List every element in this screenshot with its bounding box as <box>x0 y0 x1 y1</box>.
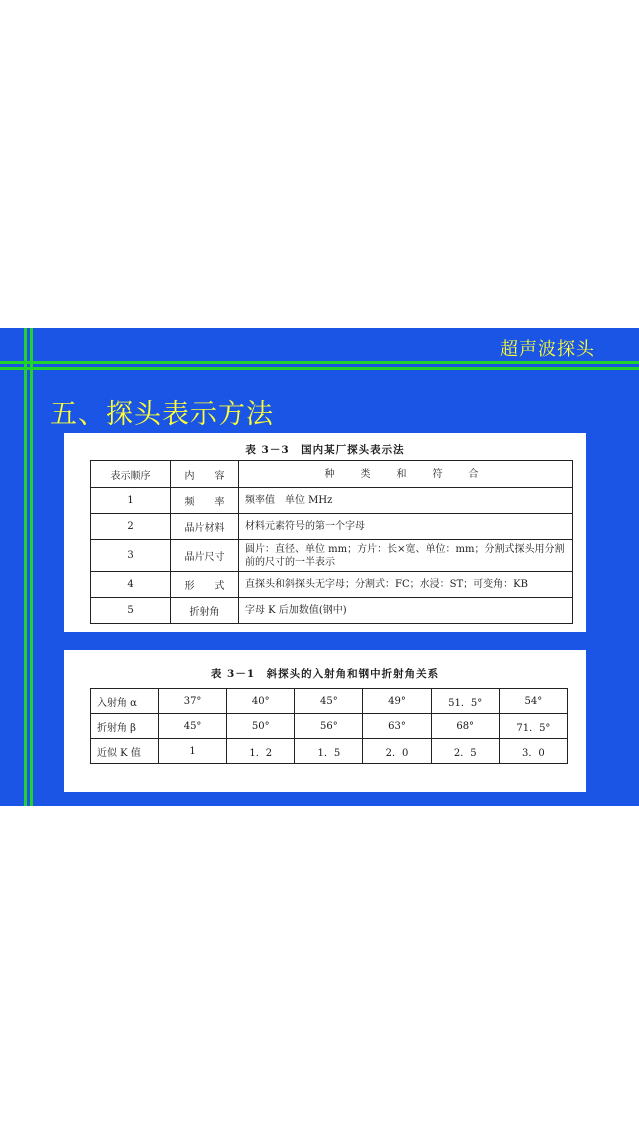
table-cell: 45° <box>295 689 363 714</box>
content-cell: 形 式 <box>171 572 239 598</box>
table-cell: 40° <box>227 689 295 714</box>
green-vertical-rule <box>30 328 33 806</box>
table-row <box>91 488 573 514</box>
order-cell: 4 <box>91 572 171 598</box>
symbol-cell: 圆片：直径、单位 mm；方片：长×宽、单位：mm；分割式探头用分割前的尺寸的一半表示 <box>239 540 573 572</box>
probe-notation-table <box>90 460 573 624</box>
table-cell: 3．0 <box>499 739 567 764</box>
green-horizontal-rule <box>0 367 639 370</box>
table-cell: 56° <box>295 714 363 739</box>
table-cell: 2．5 <box>431 739 499 764</box>
table-row <box>91 572 573 598</box>
table-caption: 表 3－1 斜探头的入射角和钢中折射角关系 <box>210 668 440 680</box>
symbol-cell: 频率值 单位 MHz <box>239 488 573 514</box>
row-label: 近似 K 值 <box>91 739 159 764</box>
green-horizontal-rule <box>0 361 639 364</box>
table-cell: 50° <box>227 714 295 739</box>
header-cell: 表示顺序 <box>91 461 171 488</box>
content-cell: 晶片尺寸 <box>171 540 239 572</box>
green-vertical-rule <box>24 328 27 806</box>
header-cell: 内 容 <box>171 461 239 488</box>
table-caption: 表 3－3 国内某厂探头表示法 <box>245 444 405 456</box>
table-cell: 54° <box>499 689 567 714</box>
row-label: 折射角 β <box>91 714 159 739</box>
header-cell: 种 类 和 符 合 <box>239 461 573 488</box>
slide-heading: 五、探头表示方法 <box>50 399 274 430</box>
table-row <box>91 714 568 739</box>
table-cell: 1．2 <box>227 739 295 764</box>
table-cell: 71．5° <box>499 714 567 739</box>
table-cell: 37° <box>159 689 227 714</box>
table-cell: 2．0 <box>363 739 431 764</box>
table-row <box>91 598 573 624</box>
table-cell: 68° <box>431 714 499 739</box>
symbol-cell: 字母 K 后加数值(钢中) <box>239 598 573 624</box>
content-cell: 频 率 <box>171 488 239 514</box>
probe-notation-table-image <box>64 433 586 632</box>
row-label: 入射角 α <box>91 689 159 714</box>
table-cell: 49° <box>363 689 431 714</box>
slide-topic: 超声波探头 <box>500 339 595 360</box>
order-cell: 2 <box>91 514 171 540</box>
table-cell: 1 <box>159 739 227 764</box>
table-cell: 45° <box>159 714 227 739</box>
order-cell: 1 <box>91 488 171 514</box>
table-row <box>91 689 568 714</box>
content-cell: 晶片材料 <box>171 514 239 540</box>
table-header-row <box>91 461 573 488</box>
symbol-cell: 直探头和斜探头无字母；分割式：FC；水浸：ST；可变角：KB <box>239 572 573 598</box>
order-cell: 3 <box>91 540 171 572</box>
table-row <box>91 514 573 540</box>
order-cell: 5 <box>91 598 171 624</box>
table-cell: 51．5° <box>431 689 499 714</box>
symbol-cell: 材料元素符号的第一个字母 <box>239 514 573 540</box>
angle-table-image <box>64 650 586 792</box>
table-cell: 1．5 <box>295 739 363 764</box>
table-cell: 63° <box>363 714 431 739</box>
angle-table <box>90 688 568 764</box>
content-cell: 折射角 <box>171 598 239 624</box>
slide <box>0 328 639 806</box>
table-row <box>91 540 573 572</box>
table-row <box>91 739 568 764</box>
